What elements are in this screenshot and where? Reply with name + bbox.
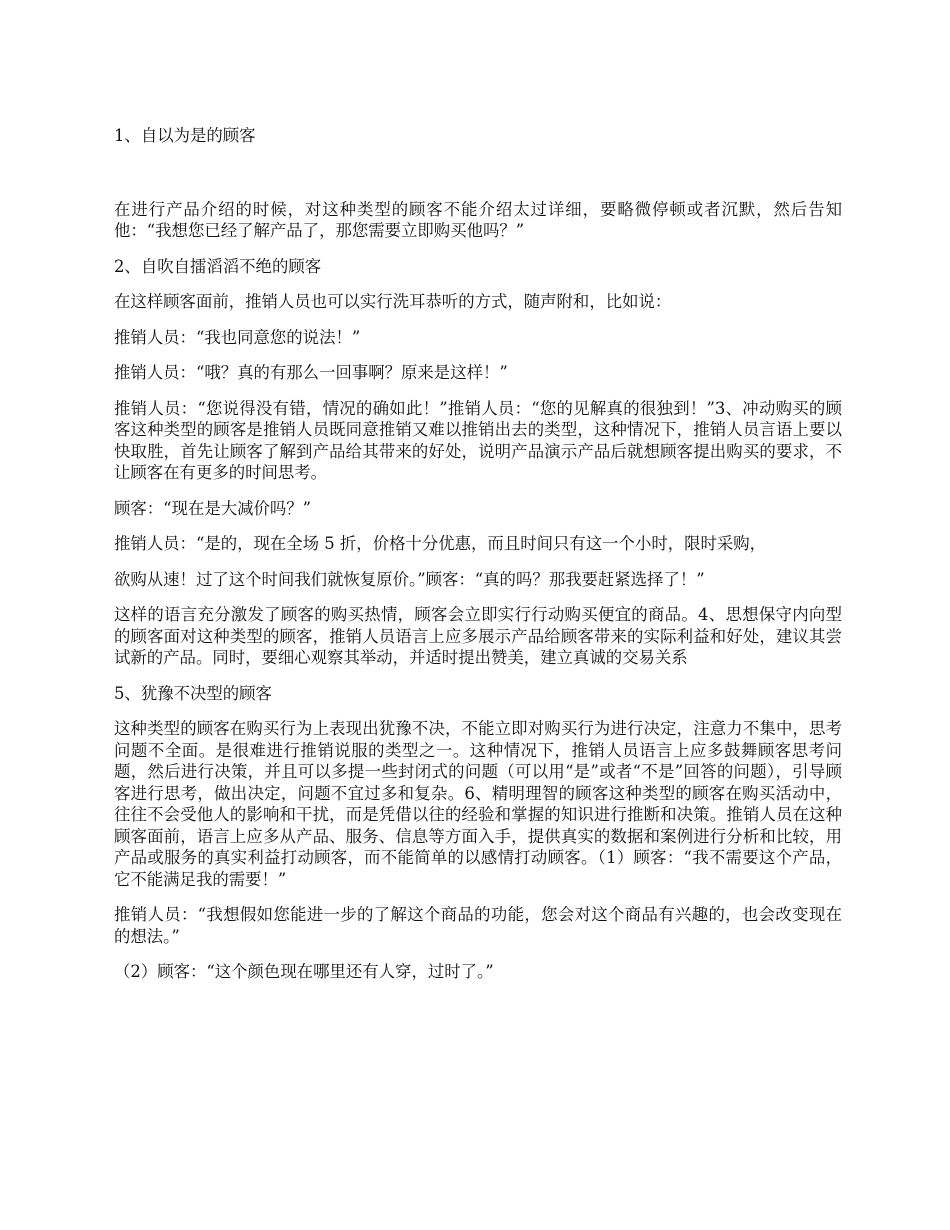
dialogue-line: 推销人员：“是的，现在全场 5 折，价格十分优惠，而且时间只有这一个小时，限时采购，	[114, 534, 767, 553]
dialogue-line: 欲购从速！过了这个时间我们就恢复原价。”顾客：“真的吗？那我要赶紧选择了！”	[114, 569, 705, 589]
dialogue-line: （2）顾客：“这个颜色现在哪里还有人穿，过时了。”	[114, 962, 494, 981]
paragraph: 这种类型的顾客在购买行为上表现出犹豫不决，不能立即对购买行为进行决定，注意力不集中，思考问题不全面。是很难进行推销说服的类型之一。这种情况下，推销人员语言上应多鼓舞顾客思考问题，然后进行决策，并且可以多提一些封闭式的问题（可以用“是”或者“不是”回答的问题），引导顾客进行思考，做出决定，问题不宜过多和复杂。6、精明理智的顾客这种类型的顾客在购买活动中，往往不会受他人的影响和干扰，而是凭借以往的经验和掌握的知识进行推断和决策。推销人员在这种顾客面前，语言上应多从产品、服务、信息等方面入手，提供真实的数据和案例进行分析和比较，用产品或服务的真实利益打动顾客，而不能简单的以感情打动顾客。（1）顾客：“我不需要这个产品，它不能满足我的需要！”	[114, 719, 842, 889]
paragraph: 这样的语言充分激发了顾客的购买热情，顾客会立即实行行动购买便宜的商品。4、思想保守内向型的顾客面对这种类型的顾客，推销人员语言上应多展示产品给顾客带来的实际利益和好处，建议其尝试新的产品。同时，要细心观察其举动，并适时提出赞美，建立真诚的交易关系	[114, 605, 842, 667]
paragraph: 在这样顾客面前，推销人员也可以实行洗耳恭听的方式，随声附和，比如说：	[114, 292, 672, 311]
section-heading-2: 2、自吹自擂滔滔不绝的顾客	[114, 256, 322, 276]
paragraph: 在进行产品介绍的时候，对这种类型的顾客不能介绍太过详细，要略微停顿或者沉默，然后告知他：“我想您已经了解产品了，那您需要立即购买他吗？”	[114, 199, 842, 240]
document-body	[114, 125, 842, 997]
section-heading-1: 1、自以为是的顾客	[114, 126, 256, 145]
dialogue-line: 推销人员：“我想假如您能进一步的了解这个商品的功能，您会对这个商品有兴趣的，也会改变现在的想法。”	[114, 905, 842, 946]
dialogue-line: 推销人员：“我也同意您的说法！”	[114, 327, 361, 347]
dialogue-line: 顾客：“现在是大减价吗？”	[114, 498, 312, 518]
dialogue-line: 推销人员：“哦？真的有那么一回事啊？原来是这样！”	[114, 363, 508, 382]
paragraph: 推销人员：“您说得没有错，情况的确如此！”推销人员：“您的见解真的很独到！”3、冲动购买的顾客这种类型的顾客是推销人员既同意推销又难以推销出去的类型，这种情况下，推销人员言语上要以快取胜，首先让顾客了解到产品给其带来的好处，说明产品演示产品后就想顾客提出购买的要求，不让顾客在有更多的时间思考。	[114, 398, 842, 482]
section-heading-5: 5、犹豫不决型的顾客	[114, 683, 272, 703]
